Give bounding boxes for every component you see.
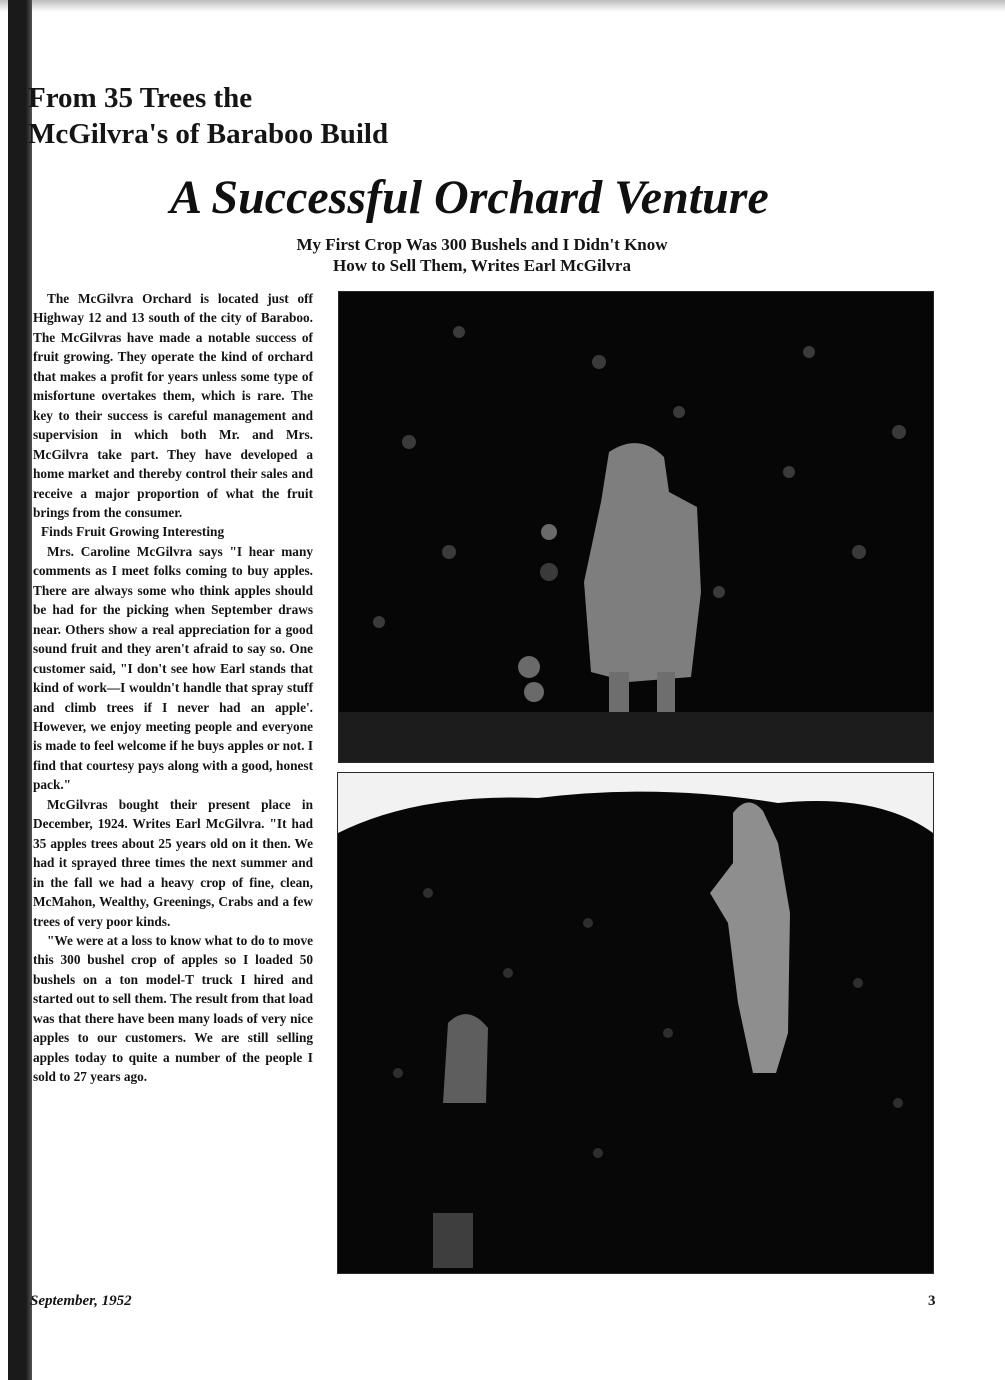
kicker-line-2: McGilvra's of Baraboo Build (28, 118, 389, 150)
subhead-line-2: How to Sell Them, Writes Earl McGilvra (333, 256, 631, 275)
article-body-column (33, 289, 313, 1087)
photo-picking-apples (337, 772, 934, 1274)
article-subhead (222, 234, 742, 276)
issue-date: September, 1952 (30, 1293, 132, 1309)
body-paragraph-1: The McGilvra Orchard is located just off Highway 12 and 13 south of the city of Baraboo. The McGilvras have made a notable success of fruit growing. They operate the kind of orchard that makes a profit for years unless some type of misfortune overtakes them, which is rare. The key to their success is careful management and supervision in which both Mr. and Mrs. McGilvra take part. They have developed a home market and thereby control their sales and receive a major proportion of what the fruit brings from the consumer. (33, 291, 313, 520)
page-number: 3 (928, 1293, 936, 1309)
binding-edge (8, 0, 32, 1380)
kicker-line-1: From 35 Trees the (28, 82, 253, 114)
photo-child-in-orchard (338, 291, 934, 763)
page-top-shadow (0, 0, 1005, 12)
body-paragraph-3: McGilvras bought their present place in December, 1924. Writes Earl McGilvra. "It had 35 apples trees about 25 years old on it then. We had it sprayed three times the next summer and in the fall we had a heavy crop of fine, clean, McMahon, Wealthy, Greenings, Crabs and a few trees of very poor kinds. (33, 796, 313, 929)
body-paragraph-4: "We were at a loss to know what to do to move this 300 bushel crop of apples so I loaded 50 bushels on a ton model-T truck I hired and started out to sell them. The result from that load was that there have been many loads of very nice apples to our customers. We are still selling apples today to quite a number of the people I sold to 27 years ago. (33, 932, 313, 1085)
article-headline: A Successful Orchard Venture (170, 171, 769, 224)
subhead-line-1: My First Crop Was 300 Bushels and I Didn't Know (296, 235, 668, 254)
section-subheading: Finds Fruit Growing Interesting (41, 524, 225, 540)
kicker-heading (28, 80, 388, 152)
body-paragraph-2: Mrs. Caroline McGilvra says "I hear many comments as I meet folks coming to buy apples. There are always some who think apples should be had for the picking when September draws near. Others show a real appreciation for a good sound fruit and they aren't afraid to say so. One customer said, "I don't see how Earl stands that kind of work—I wouldn't handle that spray stuff and climb trees if I never had an apple'. However, we enjoy meeting people and everyone is made to feel welcome if he buys apples or not. I find that courtesy pays along with a good, honest pack." (33, 543, 313, 793)
